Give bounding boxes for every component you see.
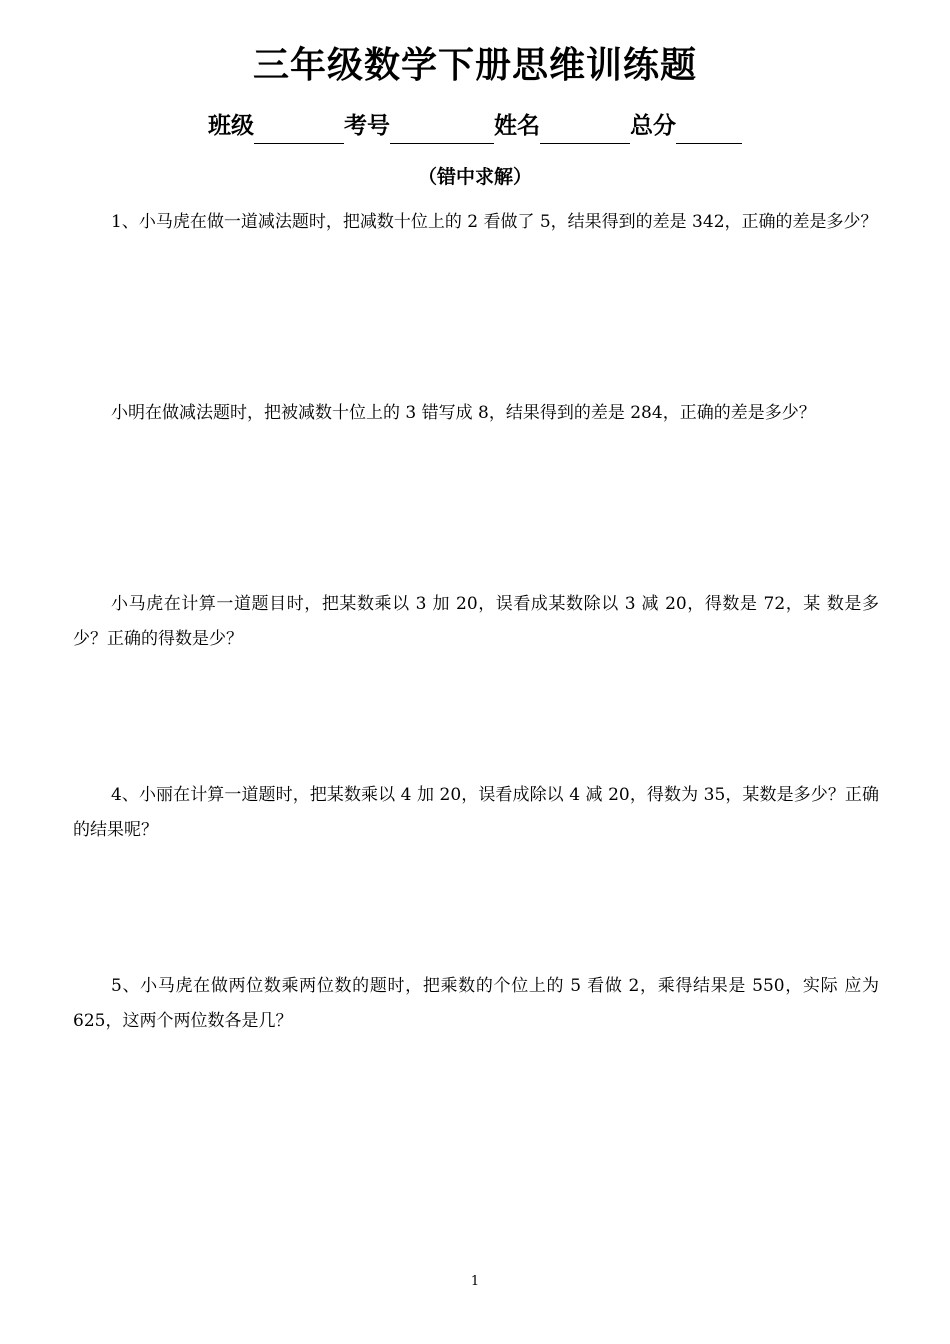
class-label: 班级 — [208, 113, 254, 139]
question-2: 小明在做减法题时，把被减数十位上的 3 错写成 8，结果得到的差是 284，正确的差是多少？ — [111, 403, 816, 423]
total-score-blank — [676, 113, 742, 144]
page-number: 1 — [470, 1274, 480, 1289]
name-label: 姓名 — [494, 113, 540, 139]
student-info-row — [0, 108, 950, 144]
question-1: 1、小马虎在做一道减法题时，把减数十位上的 2 看做了 5，结果得到的差是 342，正确的差是多少？ — [111, 212, 878, 232]
question-4: 4、小丽在计算一道题时，把某数乘以 4 加 20，误看成除以 4 减 20，得数为 35，某数是多少？正确的结果呢？ — [73, 785, 879, 840]
total-score-label: 总分 — [630, 113, 676, 139]
exam-number-blank — [390, 113, 494, 144]
question-3: 小马虎在计算一道题目时，把某数乘以 3 加 20，误看成某数除以 3 减 20，得数是 72，某 数是多少？正确的得数是少？ — [73, 594, 879, 649]
worksheet-title: 三年级数学下册思维训练题 — [252, 45, 697, 86]
section-title: （错中求解） — [417, 166, 532, 188]
name-blank — [540, 113, 630, 144]
question-5: 5、小马虎在做两位数乘两位数的题时，把乘数的个位上的 5 看做 2，乘得结果是 550，实际 应为 625，这两个两位数各是几？ — [73, 976, 879, 1031]
class-blank — [254, 113, 344, 144]
exam-number-label: 考号 — [344, 113, 390, 139]
